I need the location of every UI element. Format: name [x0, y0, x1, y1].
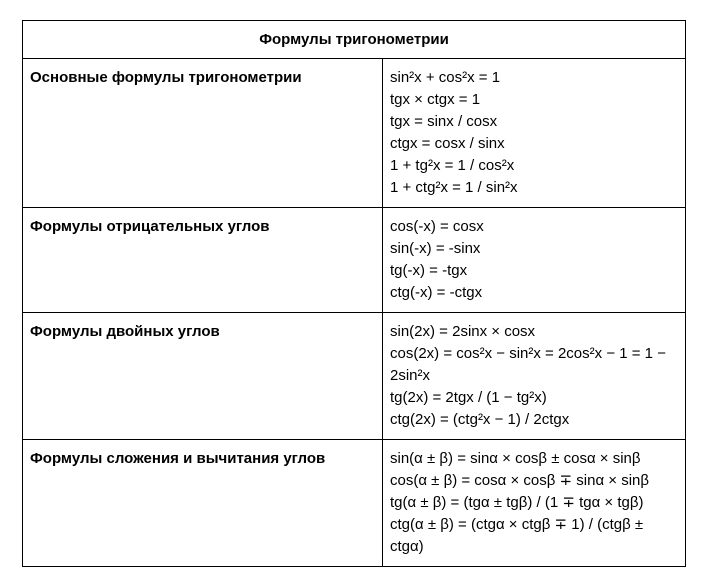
formula-line: cos(α ± β) = cosα × cosβ ∓ sinα × sinβ: [390, 472, 650, 489]
table-title-cell: [23, 21, 686, 59]
formula-line: cos(-x) = cosx: [390, 218, 484, 235]
formula-line: ctg(-x) = -ctgx: [390, 284, 483, 301]
formula-list: [383, 208, 686, 313]
formula-line: tg(2x) = 2tgx / (1 − tg²x): [390, 389, 547, 406]
formula-line: tg(-x) = -tgx: [390, 262, 468, 279]
formula-list: [383, 59, 686, 208]
formula-line: ctgx = cosx / sinx: [390, 135, 505, 152]
formula-line: ctg(α ± β) = (ctgα × ctgβ ∓ 1) / (ctgβ ± ctgα): [390, 516, 644, 555]
formula-line: sin(α ± β) = sinα × cosβ ± cosα × sinβ: [390, 450, 641, 467]
trigonometry-formulas-table: [22, 20, 686, 567]
table-row: [23, 208, 686, 313]
formula-line: ctg(2x) = (ctg²x − 1) / 2ctgx: [390, 411, 570, 428]
formula-line: sin²x + cos²x = 1: [390, 69, 501, 86]
formula-line: cos(2x) = cos²x − sin²x = 2cos²x − 1 = 1 − 2sin²x: [390, 345, 666, 384]
formula-line: 1 + ctg²x = 1 / sin²x: [390, 179, 518, 196]
table-title-row: [23, 21, 686, 59]
formula-line: 1 + tg²x = 1 / cos²x: [390, 157, 515, 174]
formula-list: [383, 313, 686, 440]
row-label-double-angles: Формулы двойных углов: [23, 313, 383, 440]
row-label-sum-difference-angles: Формулы сложения и вычитания углов: [23, 440, 383, 567]
row-label-basic-formulas: Основные формулы тригонометрии: [23, 59, 383, 208]
formula-list: [383, 440, 686, 567]
formula-line: tg(α ± β) = (tgα ± tgβ) / (1 ∓ tgα × tgβ): [390, 494, 644, 511]
table-row: [23, 59, 686, 208]
row-label-negative-angles: Формулы отрицательных углов: [23, 208, 383, 313]
formula-line: sin(-x) = -sinx: [390, 240, 481, 257]
table-row: [23, 440, 686, 567]
table-title: Формулы тригонометрии: [259, 31, 449, 48]
formula-line: tgx × ctgx = 1: [390, 91, 481, 108]
formula-line: tgx = sinx / cosx: [390, 113, 498, 130]
formula-line: sin(2x) = 2sinx × cosx: [390, 323, 536, 340]
table-row: [23, 313, 686, 440]
